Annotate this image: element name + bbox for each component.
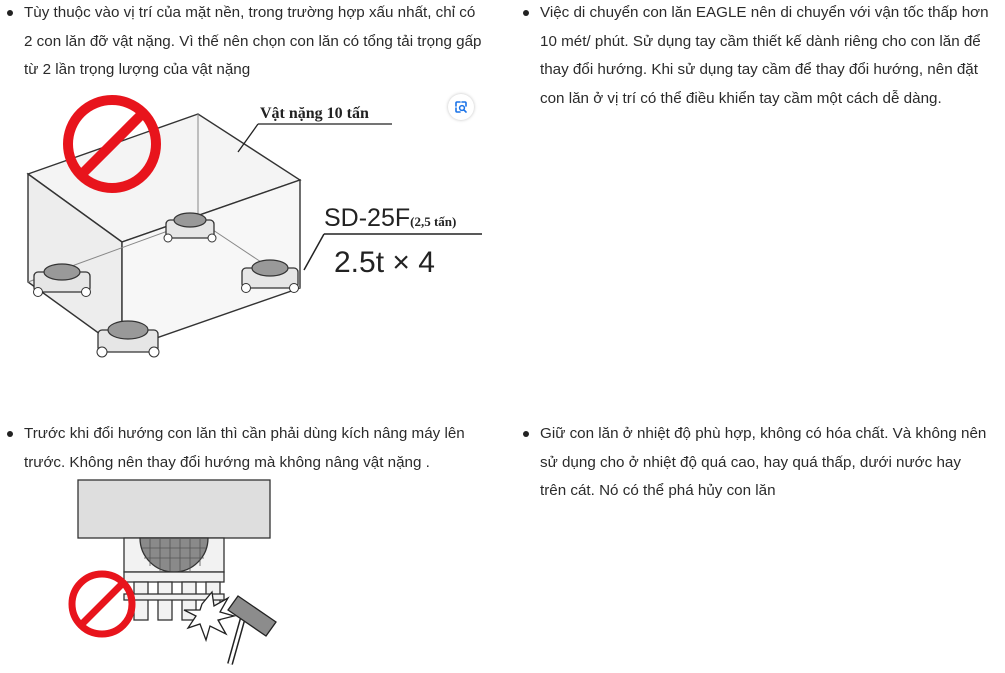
capacity-note: (2,5 tấn) [410, 214, 457, 229]
bullet-dot [523, 431, 529, 437]
lens-icon [448, 94, 474, 120]
item-text: Tùy thuộc vào vị trí của mặt nền, trong trường hợp xấu nhất, chỉ có 2 con lăn đỡ vật nặng. Vì thế nên chọn con lăn có tổng tải trọng gấp từ 2 lần trọng lượng của vật nặng [24, 4, 482, 79]
hammer-icon [228, 596, 276, 664]
svg-text:SD-25F(2,5 tấn) [324, 204, 456, 232]
model-label: SD-25F [324, 204, 411, 232]
item-text: Giữ con lăn ở nhiệt độ phù hợp, không có hóa chất. Và không nên sử dụng cho ở nhiệt độ quá cao, hay quá thấp, dưới nước hay trên cát. Nó có thể phá hủy con lăn [540, 425, 987, 500]
bullet-dot [7, 431, 13, 437]
load-block [78, 480, 270, 538]
list-item [540, 420, 990, 506]
item-text: Trước khi đổi hướng con lăn thì cần phải dùng kích nâng máy lên trước. Không nên thay đổi hướng mà không nâng vật nặng . [24, 425, 465, 471]
bullet-dot [523, 10, 529, 16]
formula-label: 2.5t × 4 [334, 246, 435, 279]
list-item [24, 0, 486, 85]
list-item [540, 0, 990, 113]
load-label: Vật nặng 10 tấn [260, 105, 369, 122]
load-diagram-image [20, 88, 482, 372]
bullet-dot [7, 10, 13, 16]
item-text: Việc di chuyển con lăn EAGLE nên di chuyển với vận tốc thấp hơn 10 mét/ phút. Sử dụng tay cầm thiết kế dành riêng cho con lăn để thay đổi hướng. Khi sử dụng tay cầm để thay đổi hướng, nên đặt con lăn ở vị trí có thể điều khiển tay cầm một cách dễ dàng. [540, 4, 989, 107]
prohibition-icon [72, 574, 132, 634]
image-search-button[interactable] [448, 94, 474, 120]
list-item [24, 420, 494, 477]
jack-diagram-image [62, 478, 302, 668]
